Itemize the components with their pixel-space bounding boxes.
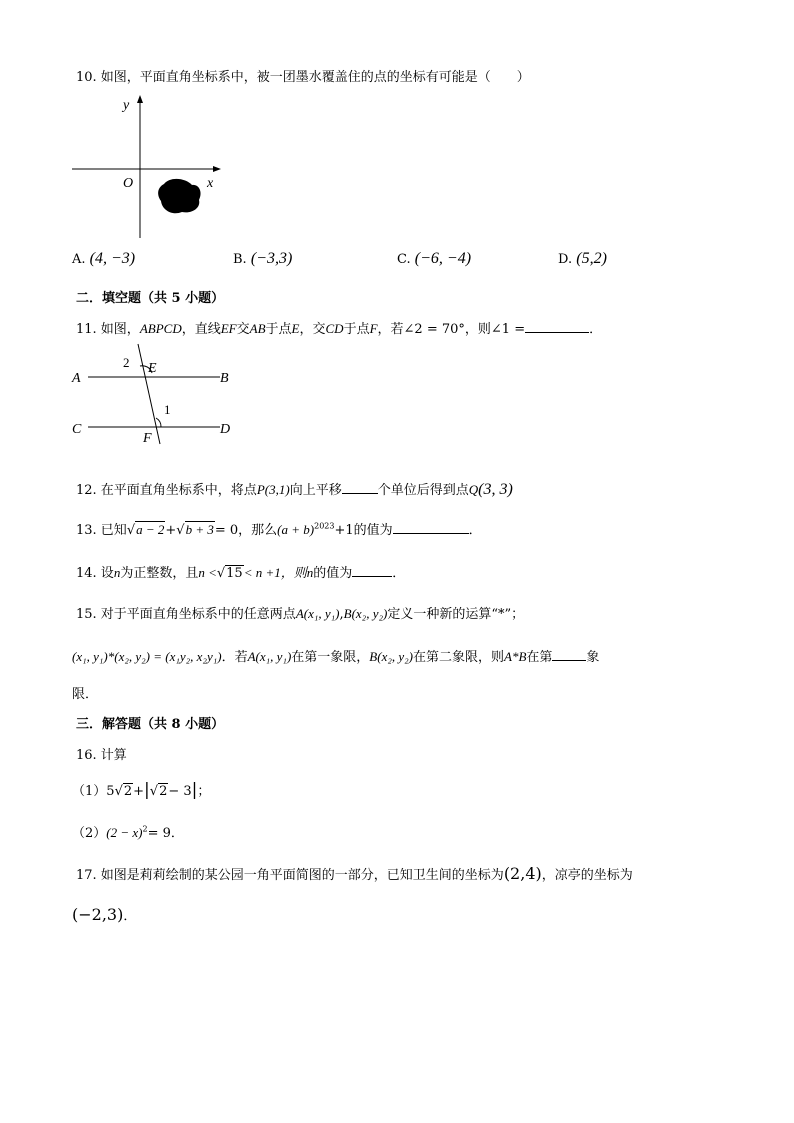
q16-part-1: （1）5√2+|√2− 3|； [72,780,211,800]
q10-option-a: A. (4, −3) [72,250,136,267]
label-f: F [143,431,152,446]
label-b: B [220,371,229,386]
q15-line3: 限． [72,687,99,702]
q10-stem: 10. 如图，平面直角坐标系中，被一团墨水覆盖住的点的坐标有可能是（ ） [76,70,530,85]
q12-stem: 12. 在平面直角坐标系中，将点P(3,1)向上平移 个单位后得到点Q(3, 3) [76,481,513,498]
label-c: C [72,422,82,437]
q11-stem: 11. 如图，ABPCD，直线EF交AB于点E，交CD于点F，若∠2 = 70°，则∠1 = ． [76,318,602,337]
x-arrow [213,166,221,172]
label-2: 2 [123,355,130,370]
ink-blot [158,179,200,213]
q11-answer-blank[interactable] [525,318,589,333]
q15-answer-blank[interactable] [552,646,586,661]
q15-line1: 15. 对于平面直角坐标系中的任意两点A(x₁, y₁),B(x₂, y₂)定义一种新的运算“*”； [76,606,525,622]
q14-answer-blank[interactable] [352,562,392,577]
origin-label: O [123,176,134,191]
q10-option-b: B. (−3,3) [233,250,293,267]
y-arrow [137,95,143,103]
label-e: E [148,361,157,376]
q10-option-d: D. (5,2) [558,250,607,267]
section-3-heading: 三．解答题（共 8 小题） [76,717,225,732]
q11-figure [68,340,248,450]
q17-line1: 17. 如图是莉莉绘制的某公园一角平面简图的一部分，已知卫生间的坐标为(2,4)，凉亭的坐标为 [76,864,633,883]
label-d: D [220,422,231,437]
label-a: A [72,371,81,386]
q13-stem: 13. 已知√a − 2+√b + 3= 0，那么$(a + b)^{2023}+1$的值为 ． [76,519,482,538]
q15-line2: (x₁, y₁)*(x₂, y₂) = (x₁y₂, x₂y₁)．若A(x₁, y₁)在第一象限，B(x₂, y₂)在第二象限，则A*B在第 象 [72,646,599,665]
q14-stem: 14. 设n为正整数，且n <√15< n +1，则n的值为 ． [76,562,405,581]
section-2-heading: 二．填空题（共 5 小题） [76,291,225,306]
y-label: y [123,98,130,113]
q10-figure [68,92,228,242]
q12-answer-blank[interactable] [342,479,378,494]
q16-part-2: $(2)(2 - x)^2= 9$． [72,824,184,841]
x-label: x [207,176,214,191]
q13-answer-blank[interactable] [393,519,469,534]
q17-line2: (−2,3)． [72,905,137,924]
q10-option-c: C. (−6, −4) [397,250,472,267]
label-1: 1 [164,402,171,417]
angle-1-arc [156,418,161,427]
q16-title: 16. 计算 [76,748,127,763]
line-ef [138,344,160,444]
